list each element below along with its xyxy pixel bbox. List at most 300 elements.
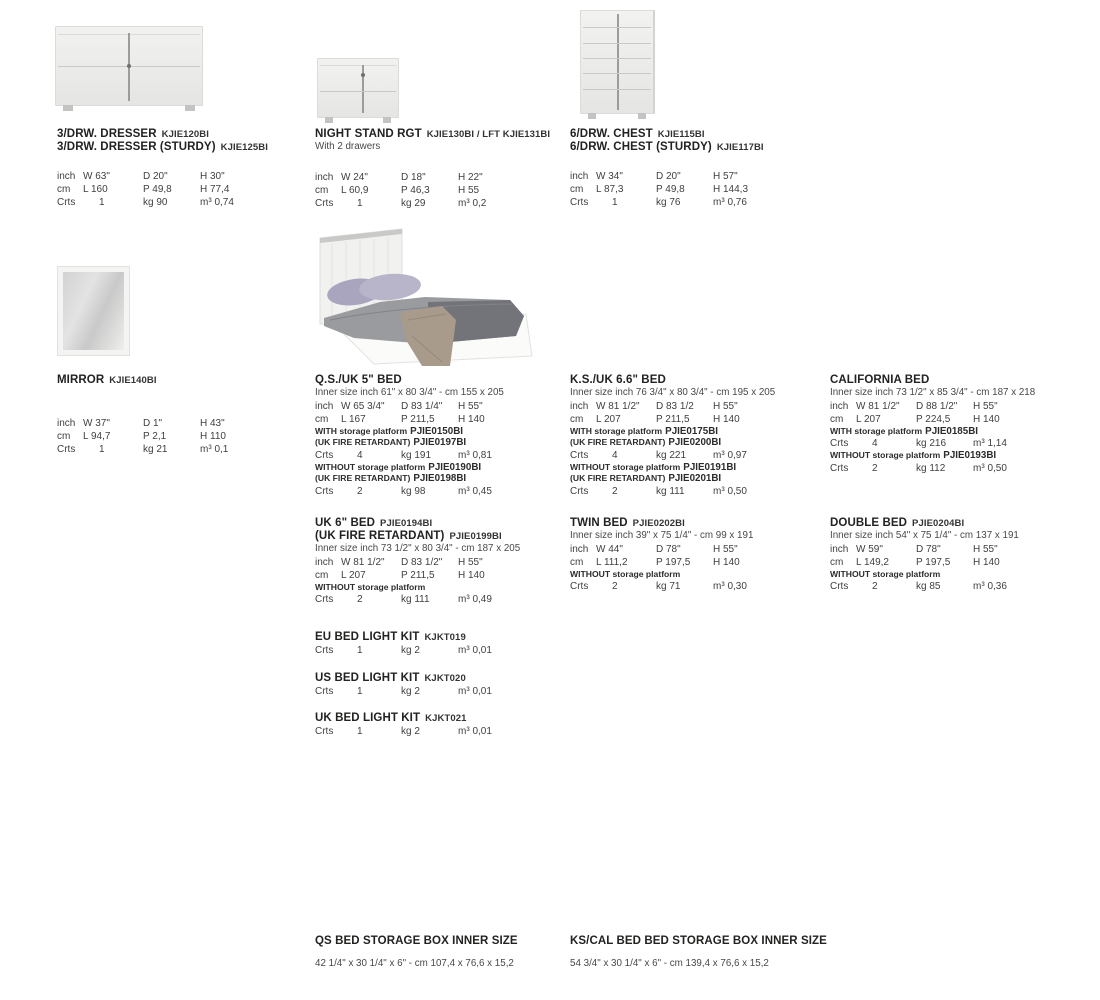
spec-label: Crts <box>57 444 76 455</box>
spec-value: D 88 1/2" <box>916 400 958 412</box>
mirror-glass <box>63 272 124 350</box>
twin-bed-specs <box>570 517 826 593</box>
variant-label: WITHOUT storage platform <box>570 568 681 579</box>
product-title-line <box>570 374 826 387</box>
product-title-line <box>315 672 571 685</box>
spec-row-cm <box>830 413 1086 426</box>
spec-value: H 57" <box>713 171 738 182</box>
night-stand-drawer-seam <box>320 91 396 92</box>
spec-value: 1 <box>612 197 618 208</box>
product-code: PJIE0175BI <box>665 425 718 437</box>
spec-label: inch <box>570 543 589 555</box>
product-title-line <box>57 374 313 387</box>
spec-label: inch <box>57 418 76 429</box>
spec-row-cm <box>830 556 1086 569</box>
spec-row-crts <box>570 196 826 209</box>
dresser-knob <box>127 64 131 68</box>
product-code: KJKT021 <box>425 713 467 724</box>
spec-value: H 55" <box>973 543 998 555</box>
spec-row-cm <box>315 184 571 197</box>
spec-value: W 65 3/4" <box>341 400 385 412</box>
product-code: PJIE0191BI <box>683 461 737 473</box>
spec-value: kg 2 <box>401 645 420 656</box>
product-name: UK BED LIGHT KIT <box>315 712 421 724</box>
spec-value: H 144,3 <box>713 184 749 195</box>
night-stand-specs <box>315 128 571 210</box>
ks-cal-storage-box-specs <box>570 935 826 971</box>
product-title-line <box>570 128 826 141</box>
variant-line <box>570 426 826 438</box>
product-title-line <box>315 517 571 530</box>
spec-value: H 55" <box>458 556 483 568</box>
product-note: Inner size inch 54" x 75 1/4" - cm 137 x 191 <box>830 530 1019 541</box>
variant-line <box>830 426 1086 438</box>
spec-row-crts <box>830 462 1086 475</box>
spec-value: P 211,5 <box>401 413 435 425</box>
spec-label: cm <box>315 413 329 425</box>
spec-row-inch <box>570 543 826 556</box>
spec-value: H 140 <box>713 556 740 568</box>
spacer <box>315 948 316 958</box>
spec-value: kg 112 <box>916 462 946 474</box>
spec-value: P 46,3 <box>401 184 430 196</box>
product-code: KJIE120BI <box>161 129 209 140</box>
spec-value: W 81 1/2" <box>596 400 640 412</box>
spec-value: D 78" <box>656 543 681 555</box>
spec-value: m³ 0,45 <box>458 485 492 497</box>
spec-value: kg 191 <box>401 449 432 461</box>
spec-value: H 43" <box>200 418 225 429</box>
product-title-line <box>315 935 571 948</box>
variant-label: WITH storage platform <box>570 425 663 436</box>
ks-uk66-bed-specs <box>570 374 826 498</box>
spec-label: Crts <box>830 581 849 592</box>
spec-value: L 111,2 <box>596 556 628 568</box>
qs-storage-box-specs <box>315 935 571 971</box>
product-title-line <box>315 374 571 387</box>
spec-value: W 44" <box>596 543 623 555</box>
spec-row-cm <box>315 569 571 582</box>
spec-label: inch <box>570 171 589 182</box>
product-name: MIRROR <box>57 374 105 386</box>
spec-value: D 18" <box>401 171 426 183</box>
spec-value: kg 71 <box>656 581 681 592</box>
spec-value: 4 <box>612 449 618 461</box>
spec-label: cm <box>570 184 584 195</box>
spec-value: L 94,7 <box>83 431 111 442</box>
spec-value: kg 221 <box>656 449 687 461</box>
spacer <box>570 948 571 958</box>
spec-value: L 87,3 <box>596 184 624 195</box>
product-name: Q.S./UK 5" BED <box>315 374 402 386</box>
variant-line <box>315 426 571 438</box>
spec-label: Crts <box>570 485 589 497</box>
spec-value: m³ 0,36 <box>973 581 1007 592</box>
product-name: TWIN BED <box>570 517 628 529</box>
spec-value: L 160 <box>83 184 108 195</box>
spec-value: H 55" <box>713 543 738 555</box>
product-title-line <box>57 141 313 154</box>
spec-value: m³ 0,01 <box>458 645 492 656</box>
spec-value: m³ 0,50 <box>973 462 1007 474</box>
spec-value: m³ 0,74 <box>200 197 234 208</box>
spacer <box>570 154 571 170</box>
spec-label: inch <box>830 400 849 412</box>
spec-value: m³ 0,97 <box>713 449 747 461</box>
spec-value: D 83 1/2" <box>401 556 443 568</box>
product-code: KJKT019 <box>424 632 466 643</box>
product-code: PJIE0201BI <box>668 473 722 484</box>
spec-value: L 207 <box>856 413 881 425</box>
spec-label: cm <box>570 413 584 425</box>
product-name: K.S./UK 6.6" BED <box>570 374 666 386</box>
spec-label: inch <box>315 400 334 412</box>
spec-value: W 34" <box>596 171 623 182</box>
spec-row-inch <box>57 170 313 183</box>
spec-value: kg 85 <box>916 581 941 592</box>
night-stand-top-edge <box>320 65 396 66</box>
product-title-line <box>315 712 571 725</box>
spec-value: m³ 0,76 <box>713 197 747 208</box>
spec-value: 1 <box>357 197 363 209</box>
spec-value: H 110 <box>200 431 226 442</box>
spec-row-inch <box>315 400 571 413</box>
spec-value: 2 <box>872 462 878 474</box>
chest-drawer-seam <box>583 58 651 59</box>
spec-value: H 55" <box>973 400 998 412</box>
night-stand-knob <box>361 73 365 77</box>
night-stand-foot <box>325 117 333 123</box>
spec-value: kg 216 <box>916 438 947 449</box>
product-note: Inner size inch 73 1/2" x 85 3/4" - cm 187 x 218 <box>830 387 1036 398</box>
spec-label: Crts <box>315 645 334 656</box>
spec-row-inch <box>830 400 1086 413</box>
product-name: 6/DRW. CHEST <box>570 128 653 140</box>
spec-row-crts <box>315 449 571 462</box>
double-bed-specs <box>830 517 1086 593</box>
spec-label: Crts <box>570 449 589 461</box>
product-note: 42 1/4" x 30 1/4" x 6" - cm 107,4 x 76,6 x 15,2 <box>315 958 514 969</box>
variant-label: (UK FIRE RETARDANT) <box>315 473 411 483</box>
product-name: CALIFORNIA BED <box>830 374 930 386</box>
spec-value: H 55 <box>458 184 480 196</box>
spec-value: L 207 <box>341 569 366 581</box>
spec-value: P 2,1 <box>143 431 167 442</box>
variant-line <box>570 437 826 449</box>
chest-drawer-seam <box>583 73 651 74</box>
product-code: KJIE125BI <box>220 142 269 153</box>
mirror-specs <box>57 374 313 456</box>
product-code: KJIE115BI <box>657 129 705 140</box>
spec-row-crts <box>57 196 313 209</box>
variant-label: (UK FIRE RETARDANT) <box>570 437 666 447</box>
product-code: PJIE0198BI <box>413 473 467 484</box>
product-name: QS BED STORAGE BOX INNER SIZE <box>315 935 518 947</box>
spec-label: Crts <box>57 197 76 208</box>
spec-row-crts <box>315 725 571 738</box>
product-code: PJIE0190BI <box>428 461 482 473</box>
variant-label: (UK FIRE RETARDANT) <box>570 473 666 483</box>
chest-foot <box>638 113 646 119</box>
spec-value: 1 <box>99 197 105 208</box>
spec-value: W 81 1/2" <box>341 556 385 568</box>
dresser-foot <box>185 105 195 111</box>
spec-label: Crts <box>570 197 589 208</box>
spec-row-inch <box>570 400 826 413</box>
spec-value: H 55" <box>458 400 483 412</box>
spec-value: m³ 0,2 <box>458 197 487 209</box>
spec-value: D 1" <box>143 418 163 429</box>
spec-value: 2 <box>872 581 878 592</box>
spec-value: kg 98 <box>401 485 426 497</box>
product-name: US BED LIGHT KIT <box>315 672 420 684</box>
uk-bed-light-kit-specs <box>315 712 571 738</box>
variant-line <box>830 569 1086 581</box>
spec-value: D 83 1/4" <box>401 400 443 412</box>
product-code: PJIE0193BI <box>943 450 997 461</box>
eu-bed-light-kit-specs <box>315 631 571 657</box>
spec-value: kg 29 <box>401 197 426 209</box>
spec-label: Crts <box>315 686 334 697</box>
spec-row-crts <box>570 449 826 462</box>
night-stand-image <box>317 58 399 118</box>
product-code: PJIE0200BI <box>668 437 722 448</box>
spec-value: P 197,5 <box>916 556 951 568</box>
spec-row-inch <box>830 543 1086 556</box>
product-title-line <box>570 141 826 154</box>
spec-label: cm <box>57 431 71 442</box>
spec-value: kg 111 <box>401 594 430 605</box>
spec-row-crts <box>315 593 571 606</box>
variant-label: WITHOUT storage platform <box>315 461 426 472</box>
variant-label: WITHOUT storage platform <box>830 568 941 579</box>
spec-label: cm <box>57 184 71 195</box>
spec-value: 1 <box>357 645 363 656</box>
product-code: PJIE0199BI <box>449 531 502 542</box>
spec-row-inch <box>570 170 826 183</box>
spec-row-inch <box>57 417 313 430</box>
spec-label: cm <box>315 184 329 196</box>
spec-value: 2 <box>612 581 618 592</box>
spec-row-crts <box>570 580 826 593</box>
spec-value: P 49,8 <box>143 184 172 195</box>
spec-value: W 37" <box>83 418 110 429</box>
spec-value: kg 21 <box>143 444 168 455</box>
product-note: 54 3/4" x 30 1/4" x 6" - cm 139,4 x 76,6 x 15,2 <box>570 958 769 969</box>
product-title-line <box>315 530 571 543</box>
spec-value: 2 <box>357 594 363 605</box>
spec-value: L 167 <box>341 413 366 425</box>
spec-label: inch <box>315 556 334 568</box>
product-name: EU BED LIGHT KIT <box>315 631 420 643</box>
spec-value: P 49,8 <box>656 184 685 195</box>
product-code: KJIE117BI <box>716 142 764 153</box>
spec-value: H 140 <box>713 413 740 425</box>
product-name: NIGHT STAND RGT <box>315 128 422 140</box>
spec-row-crts <box>315 644 571 657</box>
spec-value: H 55" <box>713 400 738 412</box>
spec-row-crts <box>570 485 826 498</box>
product-code: KJIE140BI <box>109 375 157 386</box>
spec-row-crts <box>315 197 571 210</box>
spec-value: H 30" <box>200 171 225 182</box>
chest-drawer-seam <box>583 27 651 28</box>
night-stand-foot <box>383 117 391 123</box>
variant-line <box>315 473 571 485</box>
spec-value: m³ 0,01 <box>458 686 492 697</box>
spec-value: kg 76 <box>656 197 681 208</box>
variant-line <box>315 582 571 594</box>
spec-value: L 149,2 <box>856 556 889 568</box>
spec-value: m³ 0,81 <box>458 449 492 461</box>
spec-value: m³ 0,50 <box>713 485 747 497</box>
spec-label: Crts <box>315 485 334 497</box>
product-note: Inner size inch 76 3/4" x 80 3/4" - cm 195 x 205 <box>570 387 776 398</box>
spacer <box>315 154 316 171</box>
dresser-image <box>55 26 203 106</box>
spec-value: 2 <box>612 485 618 497</box>
product-code: PJIE0194BI <box>380 518 433 529</box>
chest-drawer-seam <box>583 43 651 44</box>
spec-row-cm <box>570 556 826 569</box>
chest-divider <box>617 14 619 110</box>
spec-value: H 77,4 <box>200 184 230 195</box>
spec-value: 4 <box>357 449 363 461</box>
variant-line <box>315 437 571 449</box>
variant-label: WITHOUT storage platform <box>570 461 681 472</box>
variant-line <box>570 462 826 474</box>
qs-uk5-bed-specs <box>315 374 571 498</box>
bed-image <box>310 220 540 373</box>
spec-row-crts <box>57 443 313 456</box>
product-title-line <box>315 631 571 644</box>
chest-foot <box>588 113 596 119</box>
spec-label: Crts <box>570 581 589 592</box>
spec-value: P 211,5 <box>656 413 690 425</box>
variant-label: WITHOUT storage platform <box>830 450 941 460</box>
spec-value: P 197,5 <box>656 556 691 568</box>
spec-label: Crts <box>830 438 849 449</box>
spec-value: H 140 <box>458 413 485 425</box>
spec-value: D 78" <box>916 543 941 555</box>
spacer <box>57 154 58 170</box>
chest-specs <box>570 128 826 209</box>
spec-label: Crts <box>315 726 334 737</box>
spec-row-cm <box>570 183 826 196</box>
spec-value: kg 2 <box>401 686 420 697</box>
product-name: 3/DRW. DRESSER (STURDY) <box>57 141 216 153</box>
spec-value: H 140 <box>458 569 485 581</box>
product-name: DOUBLE BED <box>830 517 908 529</box>
product-note: Inner size inch 61" x 80 3/4" - cm 155 x 205 <box>315 387 504 398</box>
product-name: KS/CAL BED BED STORAGE BOX INNER SIZE <box>570 935 827 947</box>
spec-label: cm <box>570 556 584 568</box>
spec-row-inch <box>315 556 571 569</box>
product-code: PJIE0185BI <box>925 425 978 437</box>
product-title-line <box>570 517 826 530</box>
variant-line <box>570 473 826 485</box>
product-code: KJIE130BI / LFT KJIE131BI <box>426 129 551 140</box>
spec-label: cm <box>830 556 844 568</box>
spec-value: H 140 <box>973 413 1000 425</box>
mirror-image <box>57 266 130 356</box>
spec-value: m³ 1,14 <box>973 438 1007 449</box>
product-title-line <box>570 935 826 948</box>
spec-value: 2 <box>357 485 363 497</box>
spec-row-cm <box>315 413 571 426</box>
product-name: UK 6" BED <box>315 517 376 529</box>
product-title-line <box>57 128 313 141</box>
product-note: Inner size inch 73 1/2" x 80 3/4" - cm 187 x 205 <box>315 543 521 554</box>
product-code: PJIE0197BI <box>413 437 467 448</box>
uk6-bed-specs <box>315 517 571 606</box>
spec-value: 1 <box>99 444 105 455</box>
spec-label: Crts <box>315 197 334 209</box>
product-name: 3/DRW. DRESSER <box>57 128 157 140</box>
product-code: PJIE0204BI <box>912 518 965 529</box>
spec-value: H 22" <box>458 171 483 183</box>
spacer <box>57 387 58 417</box>
spec-label: inch <box>57 171 76 182</box>
product-title-line <box>830 517 1086 530</box>
spec-row-cm <box>570 413 826 426</box>
variant-line <box>315 462 571 474</box>
spec-row-crts <box>830 437 1086 450</box>
product-name: (UK FIRE RETARDANT) <box>315 530 445 542</box>
spec-label: inch <box>315 171 334 183</box>
california-bed-specs <box>830 374 1086 475</box>
spec-row-crts <box>830 580 1086 593</box>
spec-label: cm <box>830 413 844 425</box>
spec-row-inch <box>315 171 571 184</box>
spec-value: W 59" <box>856 543 883 555</box>
spec-value: 1 <box>357 686 363 697</box>
spec-value: L 60,9 <box>341 184 369 196</box>
spec-row-cm <box>57 183 313 196</box>
spec-value: H 140 <box>973 556 1000 568</box>
spec-value: W 81 1/2" <box>856 400 900 412</box>
spec-value: m³ 0,30 <box>713 581 747 592</box>
spec-label: cm <box>315 569 329 581</box>
dresser-specs <box>57 128 313 209</box>
spec-value: m³ 0,1 <box>200 444 229 455</box>
spec-row-cm <box>57 430 313 443</box>
product-note: Inner size inch 39" x 75 1/4" - cm 99 x 191 <box>570 530 754 541</box>
spec-value: D 83 1/2 <box>656 400 694 412</box>
spec-value: kg 90 <box>143 197 168 208</box>
chest-drawer-seam <box>583 89 651 90</box>
spec-value: L 207 <box>596 413 621 425</box>
six-drawer-chest-image <box>580 10 655 114</box>
spec-row-crts <box>315 485 571 498</box>
product-title-line <box>315 128 571 141</box>
spec-value: D 20" <box>143 171 168 182</box>
product-code: PJIE0150BI <box>410 425 463 437</box>
spec-label: inch <box>570 400 589 412</box>
spec-value: 4 <box>872 438 878 449</box>
spec-value: 1 <box>357 726 363 737</box>
spec-value: P 211,5 <box>401 569 435 581</box>
spec-row-crts <box>315 685 571 698</box>
spec-label: Crts <box>315 594 334 605</box>
us-bed-light-kit-specs <box>315 672 571 698</box>
dresser-foot <box>63 105 73 111</box>
spec-value: m³ 0,01 <box>458 726 492 737</box>
spec-value: D 20" <box>656 171 681 182</box>
spec-value: W 24" <box>341 171 368 183</box>
spec-value: W 63" <box>83 171 110 182</box>
product-code: KJKT020 <box>424 673 466 684</box>
